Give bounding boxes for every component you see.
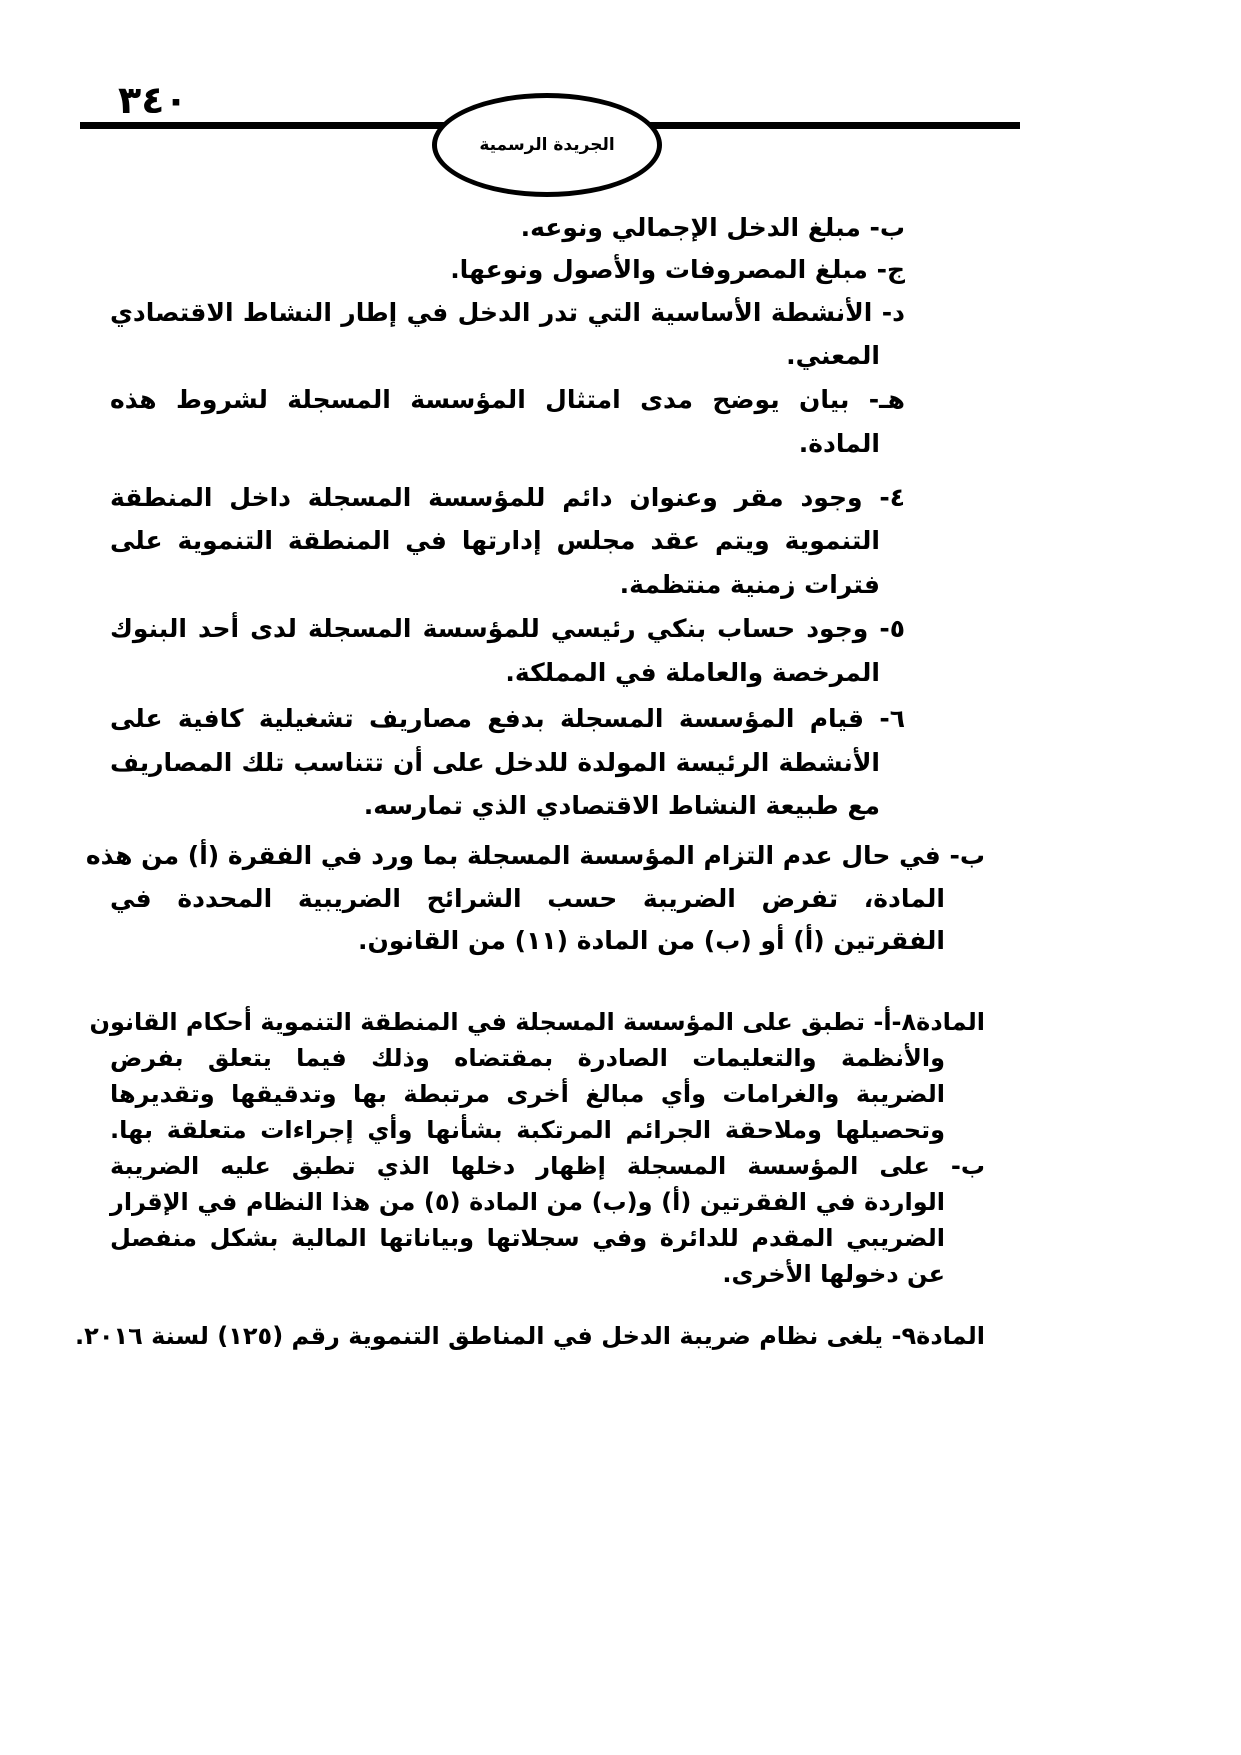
- page-number: ٣٤٠: [118, 78, 188, 122]
- text-line: ٦- قيام المؤسسة المسجلة بدفع مصاريف تشغيلية كافية على: [110, 704, 905, 733]
- text-line: والأنظمة والتعليمات الصادرة بمقتضاه وذلك فيما يتعلق بفرض: [110, 1044, 945, 1072]
- gazette-title: الجريدة الرسمية: [479, 135, 615, 155]
- text-line: وتحصيلها وملاحقة الجرائم المرتكبة بشأنها وأي إجراءات متعلقة بها.: [110, 1116, 945, 1144]
- text-line: المعني.: [786, 341, 880, 370]
- text-line: د- الأنشطة الأساسية التي تدر الدخل في إطار النشاط الاقتصادي: [110, 298, 905, 327]
- text-line: المرخصة والعاملة في المملكة.: [505, 658, 880, 687]
- text-line: مع طبيعة النشاط الاقتصادي الذي تمارسه.: [363, 791, 880, 820]
- text-line: ب- في حال عدم التزام المؤسسة المسجلة بما ورد في الفقرة (أ) من هذه: [85, 841, 985, 870]
- text-line: ٤- وجود مقر وعنوان دائم للمؤسسة المسجلة داخل المنطقة: [110, 483, 905, 512]
- text-line: المادة.: [798, 429, 880, 458]
- text-line: هـ- بيان يوضح مدى امتثال المؤسسة المسجلة لشروط هذه: [110, 385, 905, 414]
- text-line: المادة، تفرض الضريبة حسب الشرائح الضريبية المحددة في: [110, 884, 945, 913]
- text-line: الواردة في الفقرتين (أ) و(ب) من المادة (٥) من هذا النظام في الإقرار: [110, 1188, 945, 1216]
- text-line: الضريبة والغرامات وأي مبالغ أخرى مرتبطة بها وتدقيقها وتقديرها: [110, 1080, 945, 1108]
- text-line: فترات زمنية منتظمة.: [619, 570, 880, 599]
- text-line: الضريبي المقدم للدائرة وفي سجلاتها وبياناتها المالية بشكل منفصل: [110, 1224, 945, 1252]
- text-line: المادة٩- يلغى نظام ضريبة الدخل في المناطق التنموية رقم (١٢٥) لسنة ٢٠١٦.: [75, 1322, 985, 1350]
- text-line: ج- مبلغ المصروفات والأصول ونوعها.: [450, 255, 905, 284]
- text-line: التنموية ويتم عقد مجلس إدارتها في المنطقة التنموية على: [110, 526, 880, 555]
- gazette-title-oval: [432, 93, 662, 197]
- text-line: ٥- وجود حساب بنكي رئيسي للمؤسسة المسجلة لدى أحد البنوك: [110, 614, 905, 643]
- text-line: ب- مبلغ الدخل الإجمالي ونوعه.: [520, 213, 905, 242]
- text-line: عن دخولها الأخرى.: [722, 1260, 945, 1288]
- text-line: الفقرتين (أ) أو (ب) من المادة (١١) من القانون.: [358, 926, 945, 955]
- text-line: ب- على المؤسسة المسجلة إظهار دخلها الذي تطبق عليه الضريبة: [110, 1152, 985, 1180]
- text-line: الأنشطة الرئيسة المولدة للدخل على أن تتناسب تلك المصاريف: [110, 748, 880, 777]
- text-line: المادة٨-أ- تطبق على المؤسسة المسجلة في المنطقة التنموية أحكام القانون: [89, 1008, 985, 1036]
